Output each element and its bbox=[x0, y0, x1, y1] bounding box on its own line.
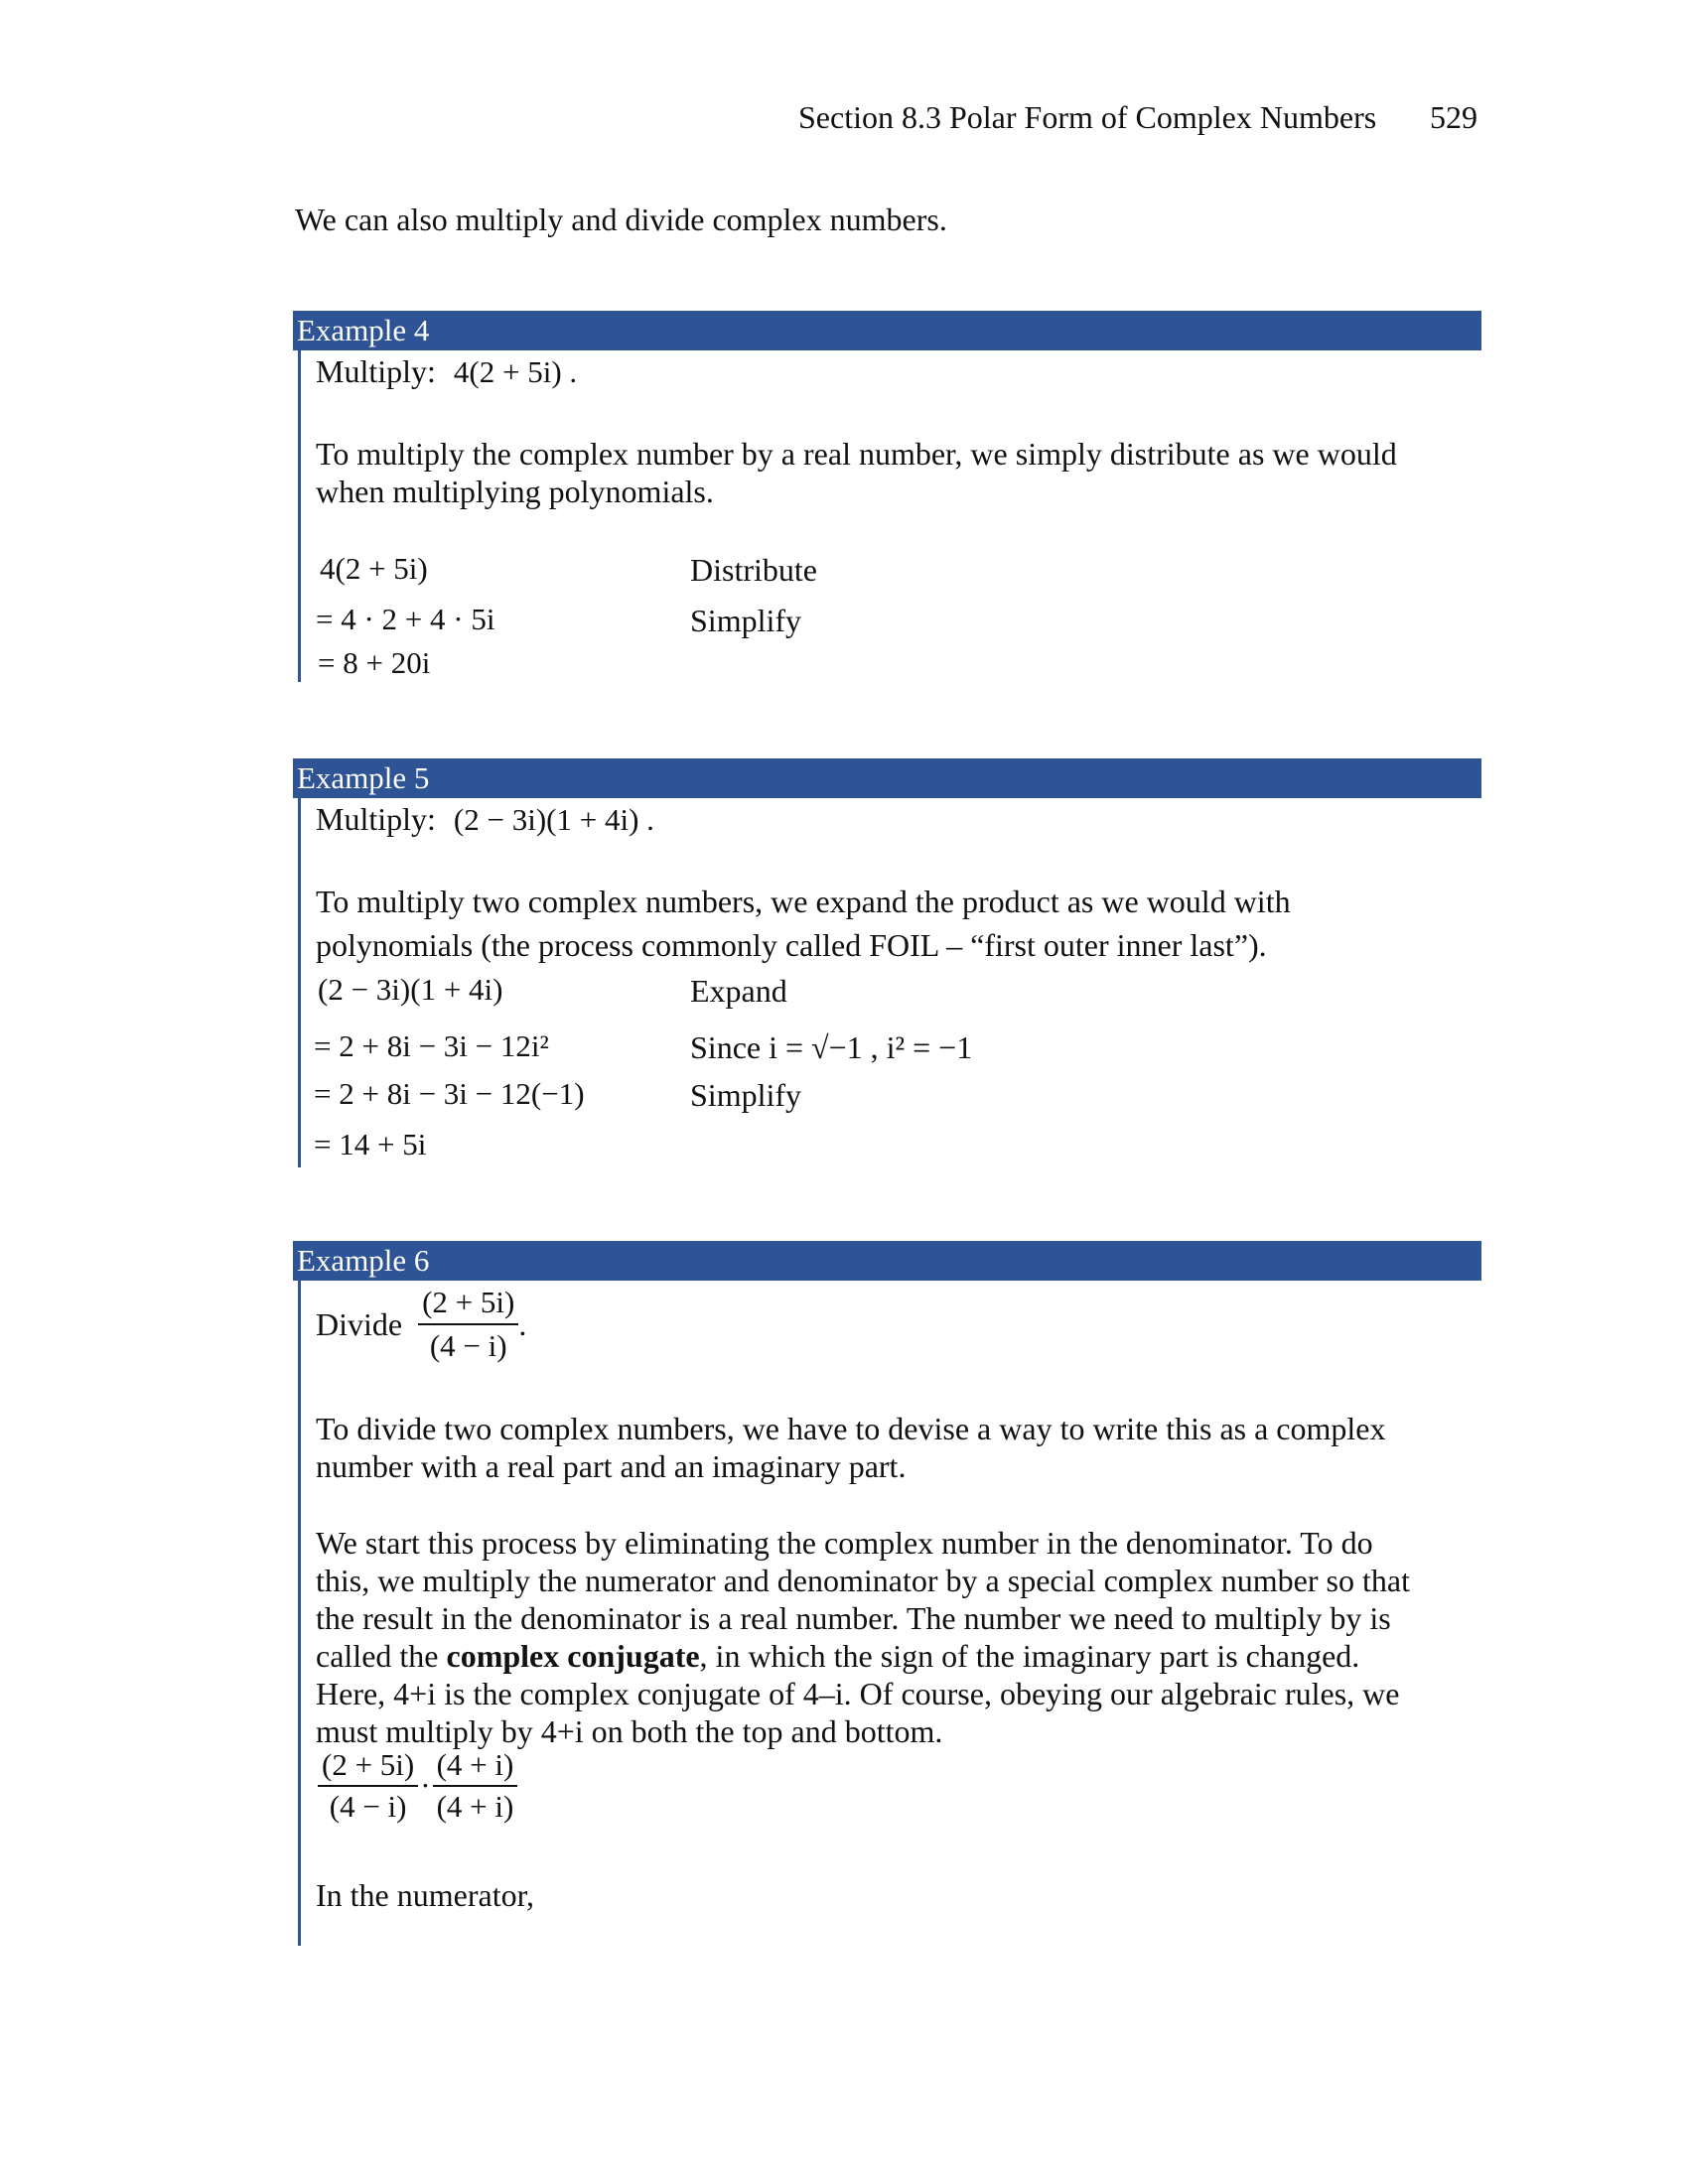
example-6-paragraph-2-line-4a: called the bbox=[316, 1638, 447, 1674]
example-5-step-1: (2 − 3i)(1 + 4i) bbox=[318, 972, 503, 1007]
example-4-explanation-line-1: To multiply the complex number by a real number, we simply distribute as we would bbox=[316, 436, 1397, 472]
example-4-step-3: = 8 + 20i bbox=[318, 645, 431, 680]
example-6-prompt-fraction bbox=[418, 1284, 518, 1365]
example-5-title-bar: Example 5 bbox=[293, 758, 1481, 798]
example-4-left-rule bbox=[298, 350, 301, 682]
example-4-prompt-math: 4(2 + 5i) . bbox=[453, 354, 578, 389]
example-4-step-2: = 4 · 2 + 4 · 5i bbox=[316, 602, 495, 636]
example-5-step-3: = 2 + 8i − 3i − 12(−1) bbox=[314, 1076, 585, 1111]
example-5-explanation bbox=[316, 883, 1468, 964]
example-5-step-4: = 14 + 5i bbox=[314, 1127, 427, 1161]
example-4-note-1: Distribute bbox=[690, 552, 817, 588]
example-6-fraction-2-numerator: (4 + i) bbox=[433, 1747, 518, 1787]
example-6-paragraph-2-line-1: We start this process by eliminating the complex number in the denominator. To do bbox=[316, 1525, 1373, 1561]
example-4-note-2: Simplify bbox=[690, 603, 802, 638]
example-6-paragraph-1-line-1: To divide two complex numbers, we have to devise a way to write this as a complex bbox=[316, 1411, 1386, 1446]
example-6-prompt-label: Divide bbox=[316, 1306, 403, 1342]
example-6-paragraph-1 bbox=[316, 1410, 1468, 1485]
example-6-fraction-2-denominator: (4 + i) bbox=[436, 1789, 514, 1824]
page-number: 529 bbox=[1430, 99, 1477, 135]
intro-text: We can also multiply and divide complex numbers. bbox=[295, 202, 947, 237]
example-6-paragraph-2-line-4c: , in which the sign of the imaginary part is changed. bbox=[699, 1638, 1360, 1674]
example-6-fraction-1 bbox=[318, 1747, 418, 1825]
example-5-prompt bbox=[316, 800, 654, 839]
example-4-explanation-line-2: when multiplying polynomials. bbox=[316, 474, 714, 509]
example-4-explanation bbox=[316, 435, 1468, 510]
example-6-paragraph-2-line-6: must multiply by 4+i on both the top and bottom. bbox=[316, 1713, 943, 1749]
example-4-prompt bbox=[316, 352, 577, 391]
example-6-prompt-numerator: (2 + 5i) bbox=[418, 1284, 518, 1325]
example-6-paragraph-2-line-3: the result in the denominator is a real number. The number we need to multiply by is bbox=[316, 1600, 1391, 1636]
example-5-explanation-line-1: To multiply two complex numbers, we expand the product as we would with bbox=[316, 884, 1291, 919]
example-6-fraction-1-denominator: (4 − i) bbox=[329, 1789, 407, 1824]
example-6-prompt-denominator: (4 − i) bbox=[429, 1328, 507, 1363]
example-6-conjugate-product: $\frac{(2 + 5i)}{(4 - i)}$ · $\frac{(4 + i)}{(4 + i)}$ bbox=[318, 1747, 517, 1825]
example-5-explanation-line-2: polynomials (the process commonly called FOIL – “first outer inner last”). bbox=[316, 927, 1267, 963]
example-5-left-rule bbox=[298, 798, 301, 1167]
example-6-left-rule bbox=[298, 1281, 301, 1946]
example-6-fraction-2 bbox=[433, 1747, 518, 1825]
example-4-title-bar: Example 4 bbox=[293, 311, 1481, 350]
example-4-step-1: 4(2 + 5i) bbox=[320, 551, 428, 586]
running-header: Section 8.3 Polar Form of Complex Numbers bbox=[798, 99, 1377, 135]
example-6-paragraph-2-line-4 bbox=[316, 1637, 1468, 1675]
example-5-step-2: = 2 + 8i − 3i − 12i² bbox=[314, 1028, 549, 1063]
example-5-prompt-label: Multiply: bbox=[316, 801, 436, 837]
example-6-prompt: Divide $\frac{(2 + 5i)}{(4 - i)}$ . bbox=[316, 1285, 527, 1363]
example-6-paragraph-2-line-2: this, we multiply the numerator and denominator by a special complex number so that bbox=[316, 1563, 1410, 1598]
example-5-note-3: Simplify bbox=[690, 1077, 802, 1113]
example-6-tail-text: In the numerator, bbox=[316, 1877, 534, 1913]
example-5-note-1: Expand bbox=[690, 973, 787, 1009]
example-6-paragraph-2 bbox=[316, 1524, 1468, 1750]
example-6-fraction-1-numerator: (2 + 5i) bbox=[318, 1747, 418, 1787]
example-6-paragraph-2-line-5: Here, 4+i is the complex conjugate of 4–i. Of course, obeying our algebraic rules, we bbox=[316, 1676, 1400, 1711]
example-5-note-2: Since i = √−1 , i² = −1 bbox=[690, 1029, 973, 1065]
example-6-title-bar: Example 6 bbox=[293, 1241, 1481, 1281]
example-6-paragraph-1-line-2: number with a real part and an imaginary part. bbox=[316, 1448, 907, 1484]
example-5-prompt-math: (2 − 3i)(1 + 4i) . bbox=[453, 802, 654, 837]
example-4-prompt-label: Multiply: bbox=[316, 353, 436, 389]
complex-conjugate-term: complex conjugate bbox=[446, 1638, 700, 1674]
